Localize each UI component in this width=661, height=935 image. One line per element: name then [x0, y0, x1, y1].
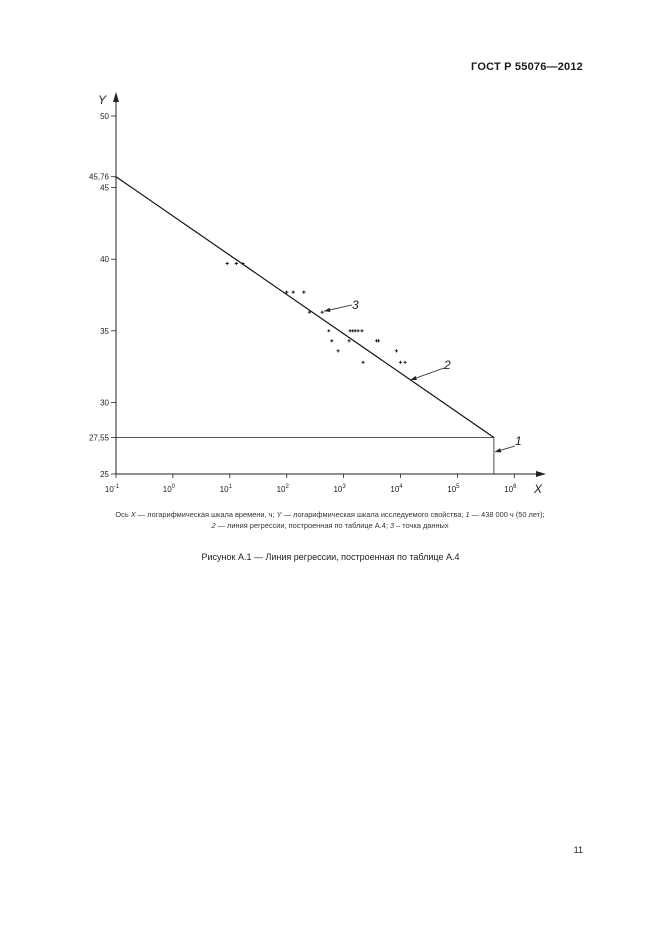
y-ref-label: 45,76 — [88, 172, 109, 182]
legend-text: — 438 000 ч (50 лет); — [469, 510, 545, 519]
x-tick-label: $10^{-1}$ — [104, 484, 120, 494]
x-tick-label: $10^6$ — [504, 484, 517, 494]
legend-line-2 — [40, 521, 620, 532]
data-point — [357, 329, 360, 332]
legend-number-3: 3 — [389, 521, 395, 530]
data-point — [336, 349, 339, 352]
data-point — [360, 329, 363, 332]
data-point — [354, 329, 357, 332]
legend-number-1: 1 — [465, 510, 470, 519]
legend-line-1 — [40, 510, 620, 521]
legend-text: – точка данных — [394, 521, 449, 530]
legend-text: — линия регрессии, построенная по таблице А.4; — [215, 521, 390, 530]
ticks — [89, 112, 517, 494]
axes — [98, 92, 546, 496]
page-number: 11 — [573, 845, 583, 855]
data-point — [395, 349, 398, 352]
y-tick-label: 50 — [100, 112, 109, 121]
data-point — [361, 361, 364, 364]
x-tick-label: $10^3$ — [333, 484, 346, 494]
legend-text: Ось — [115, 510, 131, 519]
annotation-1-arrowhead — [495, 448, 501, 452]
x-tick-label: $10^1$ — [219, 484, 232, 494]
data-point — [377, 339, 380, 342]
data-point — [327, 329, 330, 332]
annotation-2-label: 2 — [444, 358, 451, 372]
y-tick-label: 45 — [100, 183, 109, 193]
x-tick-label: $10^5$ — [447, 484, 460, 494]
data-point — [321, 311, 324, 314]
x-axis-label: X — [534, 482, 543, 496]
figure-caption: Рисунок А.1 — Линия регрессии, построенная по таблице А.4 — [201, 552, 460, 562]
y-axis-label: Y — [98, 93, 107, 107]
x-tick-label: $10^2$ — [276, 484, 289, 494]
x-tick-label: $10^0$ — [162, 484, 176, 494]
y-tick-label: 35 — [100, 326, 109, 336]
data-point — [403, 361, 406, 364]
regression-line — [116, 177, 494, 438]
legend-text: — логарифмическая шкала исследуемого свойства; — [281, 510, 466, 519]
legend-x-symbol: X — [130, 510, 136, 519]
data-point — [235, 262, 238, 265]
y-ref-label: 27,55 — [88, 433, 109, 443]
x-axis-arrow — [536, 471, 546, 477]
data-point — [399, 361, 402, 364]
data-point — [348, 339, 351, 342]
x-tick-label: $10^4$ — [390, 484, 403, 494]
legend-y-symbol: Y — [276, 510, 282, 519]
data-point — [292, 291, 295, 294]
plot-area — [116, 177, 522, 474]
annotation-3-label: 3 — [352, 298, 359, 312]
legend-number-2: 2 — [211, 521, 216, 530]
y-tick-label: 30 — [100, 398, 109, 408]
y-tick-label: 40 — [100, 255, 109, 265]
annotation-3-arrowhead — [324, 308, 330, 312]
y-axis-arrow — [113, 92, 119, 102]
annotation-1-label: 1 — [515, 434, 522, 448]
y-tick-label: 25 — [100, 470, 109, 479]
data-point — [302, 291, 305, 294]
annotation-2-arrowhead — [411, 376, 417, 380]
data-point — [330, 339, 333, 342]
data-point — [226, 262, 229, 265]
document-code: ГОСТ Р 55076—2012 — [471, 61, 583, 73]
legend-text: — логарифмическая шкала времени, ч; — [135, 510, 277, 519]
